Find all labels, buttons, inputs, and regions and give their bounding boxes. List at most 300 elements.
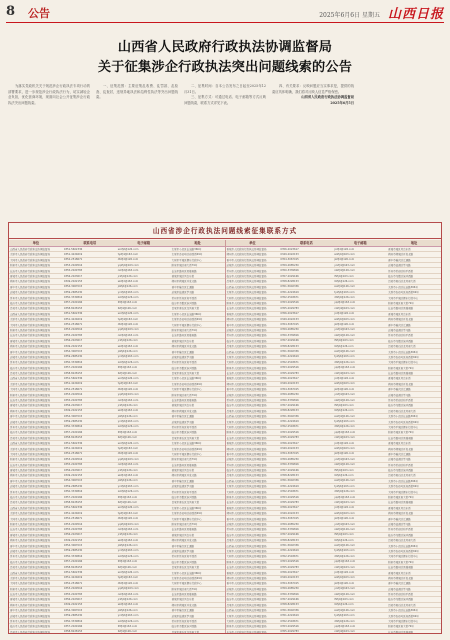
table-cell: jczfjd@126.com (333, 505, 387, 510)
table-cell: tyzfjd@163.com (117, 446, 171, 451)
table-cell: llzfjd@126.com (333, 473, 387, 478)
table-cell: 大同市平城区御东行政中心 (387, 295, 441, 300)
table-cell: 0354-3067015 (279, 257, 333, 262)
table-cell: 吕梁市人民政府行政执法协调监督局 (226, 473, 280, 478)
table-cell: 运城市人民政府行政执法协调监督局 (9, 613, 63, 618)
table-cell: 长治市潞州区英雄南路 (171, 527, 225, 532)
table-cell: 0356-2023617 (279, 570, 333, 575)
table-cell: 0352-2518671 (63, 387, 117, 392)
table-cell: 晋城市人民政府行政执法协调监督局 (9, 338, 63, 343)
table-cell: 长治市潞州区英雄南路 (387, 306, 441, 311)
table-cell: 临汾市人民政府行政执法协调监督局 (9, 624, 63, 629)
table-cell: 0353-2029516 (63, 392, 117, 397)
table-cell: 0354-3067015 (279, 581, 333, 586)
table-cell: 朔州市人民政府行政执法协调监督局 (9, 537, 63, 542)
table-cell: yqzfjd@163.com (333, 300, 387, 305)
table-cell: 临汾市人民政府行政执法协调监督局 (9, 300, 63, 305)
table-cell: 晋城市人民政府行政执法协调监督局 (9, 597, 63, 602)
table-cell: 太原市小店区长治路366号 (387, 608, 441, 613)
table-cell: 运城市盐湖区学苑路 (387, 521, 441, 526)
table-cell: 0350-3339816 (63, 295, 117, 300)
table-cell: 大同市人民政府行政执法协调监督局 (226, 295, 280, 300)
table-cell: 运城市人民政府行政执法协调监督局 (226, 327, 280, 332)
table-cell: 朔州市朔城区开发北路 (171, 408, 225, 413)
table-cell: 朔州市朔城区开发北路 (387, 381, 441, 386)
table-cell: czzfjd@163.com (333, 370, 387, 375)
table-cell: 0349-2022153 (279, 575, 333, 580)
table-cell: 吕梁市人民政府行政执法协调监督局 (226, 343, 280, 348)
table-cell: yqzfjd@163.com (333, 624, 387, 629)
signoff-date: 2025年6月5日 (330, 100, 354, 105)
table-cell: 朔州市朔城区开发北路 (387, 575, 441, 580)
table-cell: llzfjd@126.com (117, 306, 171, 311)
table-cell: 运城市盐湖区学苑路 (387, 327, 441, 332)
table-cell: 大同市人民政府行政执法协调监督局 (226, 554, 280, 559)
table-cell: 大同市人民政府行政执法协调监督局 (9, 516, 63, 521)
table-cell: 0356-2023617 (279, 246, 333, 251)
table-cell: sxzfjd@126.com (117, 440, 171, 445)
table-cell: 0353-2029516 (279, 365, 333, 370)
table-cell: 0358-8228153 (63, 500, 117, 505)
table-cell: 阳泉市城区南大街79号 (387, 624, 441, 629)
page-number: 8 (6, 4, 16, 19)
table-cell: 晋中市人民政府行政执法协调监督局 (9, 284, 63, 289)
table-cell: 忻州市忻府区和平西街 (387, 268, 441, 273)
table-cell: jzzfjd@126.com (117, 608, 171, 613)
table-cell: 朔州市人民政府行政执法协调监督局 (9, 343, 63, 348)
table-cell: llzfjd@126.com (117, 500, 171, 505)
table-cell: 太原市人民政府行政执法协调监督局 (226, 548, 280, 553)
table-cell: llzfjd@126.com (117, 370, 171, 375)
table-cell: 太原市杏花岭区府西街69号 (387, 613, 441, 618)
table-cell: 运城市人民政府行政执法协调监督局 (226, 392, 280, 397)
table-cell: 阳泉市城区南大街79号 (171, 327, 225, 332)
table-cell: 0353-2029516 (63, 327, 117, 332)
table-cell: 阳泉市城区南大街79号 (171, 586, 225, 591)
table-cell: 运城市盐湖区学苑路 (171, 290, 225, 295)
table-cell: 长治市潞州区英雄南路 (171, 397, 225, 402)
table-cell: 0350-3339816 (279, 591, 333, 596)
table-cell: 山西省人民政府行政执法协调监督局 (9, 440, 63, 445)
table-cell: yczfjd@163.com (333, 521, 387, 526)
table-cell: 山西省人民政府行政执法协调监督局 (9, 570, 63, 575)
table-cell: 晋城市人民政府行政执法协调监督局 (226, 505, 280, 510)
table-cell: szzfjd@163.com (333, 511, 387, 516)
table-cell: 0351-5602336 (279, 349, 333, 354)
table-cell: 吕梁市离石区龙凤南大街 (171, 435, 225, 440)
table-cell: 运城市人民政府行政执法协调监督局 (226, 586, 280, 591)
table-cell: 朔州市朔城区开发北路 (387, 252, 441, 257)
table-cell: lfzfjd@163.com (333, 338, 387, 343)
table-cell: 运城市盐湖区学苑路 (171, 484, 225, 489)
table-cell: 朔州市人民政府行政执法协调监督局 (226, 252, 280, 257)
table-cell: 忻州市忻府区和平西街 (171, 360, 225, 365)
table-cell: 0349-2022153 (279, 511, 333, 516)
table-cell: 晋中市人民政府行政执法协调监督局 (9, 414, 63, 419)
table-cell: czzfjd@163.com (333, 500, 387, 505)
table-cell: 阳泉市人民政府行政执法协调监督局 (9, 521, 63, 526)
table-cell: 太原市小店区长治路366号 (387, 414, 441, 419)
table-cell: 临汾市人民政府行政执法协调监督局 (226, 338, 280, 343)
table-cell: dtzfjd@126.com (117, 451, 171, 456)
table-cell: 大同市人民政府行政执法协调监督局 (226, 618, 280, 623)
table-cell: 0351-4224619 (279, 419, 333, 424)
table-cell: tyzfjd@163.com (333, 354, 387, 359)
table-header-cell: 单位 (9, 240, 63, 246)
table-cell: 朔州市人民政府行政执法协调监督局 (226, 446, 280, 451)
table-cell: jczfjd@126.com (117, 532, 171, 537)
table-cell: 吕梁市人民政府行政执法协调监督局 (9, 435, 63, 440)
body-paragraph: 三、征集方式：可通过电话、电子邮箱等方式反映问题线索，联系方式详见下表。 (184, 95, 266, 105)
table-cell: jzzfjd@126.com (333, 322, 387, 327)
table-cell: yqzfjd@163.com (117, 263, 171, 268)
table-cell: xzzfjd@126.com (333, 591, 387, 596)
table-cell: 运城市人民政府行政执法协调监督局 (226, 457, 280, 462)
table-cell: 太原市杏花岭区府西街69号 (171, 575, 225, 580)
table-cell: 0354-3067015 (279, 451, 333, 456)
table-cell: 大同市人民政府行政执法协调监督局 (9, 581, 63, 586)
table-cell: 山西省人民政府行政执法协调监督局 (226, 414, 280, 419)
table-cell: xzzfjd@126.com (117, 295, 171, 300)
table-cell: 晋中市榆次区汇通路 (171, 284, 225, 289)
table-cell: 0352-2518671 (63, 322, 117, 327)
table-cell: 0356-2023617 (279, 311, 333, 316)
table-cell: 晋城市城区凤台东街 (387, 505, 441, 510)
table-cell: jczfjd@126.com (117, 403, 171, 408)
table-cell: czzfjd@163.com (333, 306, 387, 311)
table-cell: 晋城市人民政府行政执法协调监督局 (226, 246, 280, 251)
table-cell: 山西省人民政府行政执法协调监督局 (9, 505, 63, 510)
table-cell: 0349-2022153 (279, 316, 333, 321)
table-cell: 0351-4224619 (279, 613, 333, 618)
masthead (6, 4, 444, 24)
table-cell: 0352-2518671 (63, 581, 117, 586)
table-cell: 0353-2029516 (279, 300, 333, 305)
table-cell: jczfjd@126.com (117, 597, 171, 602)
table-cell: 0349-2022153 (279, 446, 333, 451)
table-cell: dtzfjd@126.com (117, 257, 171, 262)
table-cell: tyzfjd@163.com (333, 484, 387, 489)
table-cell: 临汾市人民政府行政执法协调监督局 (9, 559, 63, 564)
table-cell: szzfjd@163.com (117, 602, 171, 607)
publication-date: 2025年6月6日 星期五 (319, 12, 380, 19)
table-cell: 运城市盐湖区学苑路 (171, 354, 225, 359)
table-cell: 0359-2685230 (279, 392, 333, 397)
table-cell: 临汾市人民政府行政执法协调监督局 (226, 467, 280, 472)
table-cell: 忻州市忻府区和平西街 (171, 424, 225, 429)
table-cell: 吕梁市人民政府行政执法协调监督局 (9, 564, 63, 569)
table-cell: 0351-5602336 (63, 246, 117, 251)
table-cell: 0356-2023617 (63, 403, 117, 408)
table-cell: 晋城市城区凤台东街 (171, 532, 225, 537)
table-cell: 0352-2518671 (279, 618, 333, 623)
table-cell: 长治市潞州区英雄南路 (171, 591, 225, 596)
table-cell: 0349-2022153 (63, 537, 117, 542)
table-cell: 山西省人民政府行政执法协调监督局 (226, 349, 280, 354)
table-cell: 朔州市人民政府行政执法协调监督局 (9, 473, 63, 478)
table-cell: 阳泉市人民政府行政执法协调监督局 (9, 457, 63, 462)
table-cell: 临汾市人民政府行政执法协调监督局 (226, 597, 280, 602)
table-cell: szzfjd@163.com (333, 252, 387, 257)
table-cell: 0359-2685230 (279, 521, 333, 526)
table-cell: 0355-2029783 (279, 564, 333, 569)
table-cell: 0351-4224619 (63, 446, 117, 451)
table-cell: yczfjd@163.com (117, 290, 171, 295)
table-cell: 忻州市人民政府行政执法协调监督局 (226, 333, 280, 338)
table-cell: 阳泉市人民政府行政执法协调监督局 (226, 624, 280, 629)
table-cell: 0352-2518671 (279, 489, 333, 494)
table-cell: 朔州市朔城区开发北路 (387, 511, 441, 516)
table-cell: 0352-2518671 (63, 516, 117, 521)
table-header-cell: 联系电话 (279, 240, 333, 246)
table-cell: 朔州市朔城区开发北路 (387, 316, 441, 321)
table-cell: 忻州市忻府区和平西街 (171, 554, 225, 559)
table-cell: 0352-2518671 (279, 360, 333, 365)
table-cell: 晋城市人民政府行政执法协调监督局 (226, 440, 280, 445)
contact-table-grid (9, 240, 225, 634)
table-cell: 0351-5602336 (279, 608, 333, 613)
table-cell: 忻州市人民政府行政执法协调监督局 (9, 618, 63, 623)
signoff-org: 山西省人民政府行政执法协调监督局 (301, 95, 354, 100)
title-line-2: 关于征集涉企行政执法突出问题线索的公告 (97, 60, 353, 75)
table-cell: xzzfjd@126.com (333, 527, 387, 532)
table-cell: 晋城市城区凤台东街 (387, 440, 441, 445)
table-cell: lfzfjd@163.com (333, 273, 387, 278)
table-cell: 0355-2029783 (63, 591, 117, 596)
table-cell: 太原市人民政府行政执法协调监督局 (226, 613, 280, 618)
table-cell: 吕梁市离石区龙凤南大街 (387, 408, 441, 413)
table-cell: jczfjd@126.com (117, 273, 171, 278)
table-cell: 0356-2023617 (279, 440, 333, 445)
table-cell: 0350-3339816 (63, 618, 117, 623)
table-cell: 运城市人民政府行政执法协调监督局 (226, 521, 280, 526)
table-cell: 太原市人民政府行政执法协调监督局 (9, 252, 63, 257)
table-cell: 晋中市榆次区汇通路 (171, 543, 225, 548)
table-cell: 0351-4224619 (63, 252, 117, 257)
table-cell: 运城市盐湖区学苑路 (387, 392, 441, 397)
table-cell: szzfjd@163.com (333, 575, 387, 580)
table-cell: 运城市人民政府行政执法协调监督局 (9, 484, 63, 489)
table-cell: 大同市人民政府行政执法协调监督局 (9, 257, 63, 262)
table-cell: dtzfjd@126.com (117, 387, 171, 392)
table-cell: 太原市小店区长治路366号 (171, 311, 225, 316)
table-cell: yczfjd@163.com (117, 613, 171, 618)
table-cell: 0358-8228153 (279, 473, 333, 478)
table-cell: sxzfjd@126.com (117, 376, 171, 381)
table-cell: 晋城市城区凤台东街 (387, 570, 441, 575)
table-cell: yqzfjd@163.com (333, 365, 387, 370)
table-cell: 晋中市人民政府行政执法协调监督局 (226, 257, 280, 262)
table-cell: jzzfjd@126.com (117, 284, 171, 289)
table-cell: dtzfjd@126.com (333, 554, 387, 559)
table-header-cell: 单位 (226, 240, 280, 246)
table-cell: 0358-8228153 (63, 564, 117, 569)
table-cell: 晋中市榆次区汇通路 (387, 257, 441, 262)
table-cell: 阳泉市人民政府行政执法协调监督局 (9, 263, 63, 268)
table-cell: lfzfjd@163.com (333, 532, 387, 537)
table-cell: 太原市杏花岭区府西街69号 (387, 290, 441, 295)
table-cell: czzfjd@163.com (333, 564, 387, 569)
table-cell: czzfjd@163.com (117, 397, 171, 402)
table-cell: 长治市人民政府行政执法协调监督局 (226, 564, 280, 569)
table-cell: 0356-2023617 (63, 467, 117, 472)
table-cell: 太原市杏花岭区府西街69号 (387, 484, 441, 489)
table-cell: yczfjd@163.com (333, 457, 387, 462)
table-cell: 山西省人民政府行政执法协调监督局 (226, 543, 280, 548)
table-header-cell: 电子邮箱 (333, 240, 387, 246)
table-cell: 0353-2029516 (63, 263, 117, 268)
table-cell: czzfjd@163.com (333, 435, 387, 440)
table-cell: 长治市人民政府行政执法协调监督局 (9, 527, 63, 532)
table-cell: 0359-2685230 (63, 484, 117, 489)
table-cell: 0357-2029166 (63, 559, 117, 564)
table-cell: 0351-5602336 (279, 543, 333, 548)
header-rule (6, 22, 444, 23)
table-cell: jczfjd@126.com (333, 376, 387, 381)
table-cell: 0349-2022153 (63, 343, 117, 348)
table-cell: 太原市小店区长治路366号 (171, 505, 225, 510)
table-cell: 阳泉市人民政府行政执法协调监督局 (226, 300, 280, 305)
table-cell: 0353-2029516 (279, 624, 333, 629)
table-cell: 阳泉市人民政府行政执法协调监督局 (226, 430, 280, 435)
table-cell: 晋城市城区凤台东街 (171, 467, 225, 472)
table-cell: 运城市人民政府行政执法协调监督局 (9, 419, 63, 424)
table-cell: 大同市人民政府行政执法协调监督局 (9, 451, 63, 456)
table-cell: 0352-2518671 (63, 257, 117, 262)
table-cell: 0358-8228153 (63, 629, 117, 634)
table-cell: 0350-3339816 (279, 462, 333, 467)
table-cell: 阳泉市人民政府行政执法协调监督局 (226, 494, 280, 499)
table-cell: 0355-2029783 (279, 435, 333, 440)
table-cell: 山西省人民政府行政执法协调监督局 (9, 311, 63, 316)
table-cell: yczfjd@163.com (333, 327, 387, 332)
table-cell: 0357-2029166 (63, 365, 117, 370)
table-cell: yczfjd@163.com (117, 419, 171, 424)
table-cell: 忻州市人民政府行政执法协调监督局 (226, 462, 280, 467)
table-cell: 0350-3339816 (279, 397, 333, 402)
table-cell: 0355-2029783 (63, 527, 117, 532)
announcement-title (0, 38, 450, 78)
table-cell: 阳泉市城区南大街79号 (387, 300, 441, 305)
table-cell: xzzfjd@126.com (117, 424, 171, 429)
table-cell: 0356-2023617 (279, 376, 333, 381)
table-cell: 朔州市朔城区开发北路 (171, 473, 225, 478)
table-cell: yczfjd@163.com (117, 548, 171, 553)
table-cell: 0351-5602336 (63, 376, 117, 381)
table-cell: 0358-8228153 (279, 408, 333, 413)
table-cell: 0358-8228153 (279, 343, 333, 348)
table-cell: sxzfjd@126.com (117, 311, 171, 316)
table-cell: 太原市小店区长治路366号 (171, 440, 225, 445)
table-cell: 阳泉市城区南大街79号 (171, 392, 225, 397)
table-panel (9, 240, 226, 633)
table-cell: dtzfjd@126.com (333, 295, 387, 300)
table-cell: 临汾市人民政府行政执法协调监督局 (226, 403, 280, 408)
table-cell: 0354-3067015 (63, 414, 117, 419)
table-cell: jczfjd@126.com (117, 338, 171, 343)
body-paragraph: 四、有关要求：反映问题应当实事求是，提供的线索应具体明确，我们将对反映人信息严格保密。 (272, 84, 354, 94)
table-cell: 0350-3339816 (63, 360, 117, 365)
table-cell: 太原市人民政府行政执法协调监督局 (226, 290, 280, 295)
table-cell: 晋中市人民政府行政执法协调监督局 (226, 581, 280, 586)
table-cell: 0357-2029166 (63, 430, 117, 435)
table-cell: xzzfjd@126.com (333, 397, 387, 402)
table-cell: 吕梁市人民政府行政执法协调监督局 (9, 500, 63, 505)
table-cell: yqzfjd@163.com (117, 327, 171, 332)
table-cell: jzzfjd@126.com (333, 581, 387, 586)
table-cell: 0359-2685230 (63, 290, 117, 295)
table-cell: 吕梁市离石区龙凤南大街 (387, 279, 441, 284)
table-cell: 长治市人民政府行政执法协调监督局 (9, 397, 63, 402)
table-cell: 0356-2023617 (279, 505, 333, 510)
table-cell: 忻州市人民政府行政执法协调监督局 (9, 489, 63, 494)
table-cell: 太原市人民政府行政执法协调监督局 (226, 419, 280, 424)
table-cell: llzfjd@126.com (333, 408, 387, 413)
table-cell: llzfjd@126.com (117, 564, 171, 569)
table-cell: 0359-2685230 (63, 354, 117, 359)
table-cell: 太原市杏花岭区府西街69号 (387, 354, 441, 359)
table-cell: dtzfjd@126.com (117, 516, 171, 521)
table-cell: 吕梁市人民政府行政执法协调监督局 (226, 279, 280, 284)
table-cell: 吕梁市人民政府行政执法协调监督局 (226, 537, 280, 542)
table-cell: 0355-2029783 (63, 333, 117, 338)
table-cell: szzfjd@163.com (117, 537, 171, 542)
table-cell: 太原市小店区长治路366号 (387, 284, 441, 289)
table-cell: 晋城市城区凤台东街 (171, 403, 225, 408)
table-cell: llzfjd@126.com (333, 537, 387, 542)
contact-table (8, 222, 442, 634)
table-cell: 0359-2685230 (279, 263, 333, 268)
table-cell: 0353-2029516 (279, 494, 333, 499)
table-cell: 晋中市榆次区汇通路 (387, 387, 441, 392)
table-header-cell: 地址 (171, 240, 225, 246)
table-cell: 吕梁市人民政府行政执法协调监督局 (226, 408, 280, 413)
table-cell: 0354-3067015 (63, 478, 117, 483)
table-cell: 临汾市尧都区滨河西路 (387, 532, 441, 537)
table-cell: 0359-2685230 (63, 613, 117, 618)
table-cell: yczfjd@163.com (117, 354, 171, 359)
table-cell: 晋城市人民政府行政执法协调监督局 (226, 376, 280, 381)
table-cell: 临汾市尧都区滨河西路 (387, 597, 441, 602)
table-cell: 0358-8228153 (63, 370, 117, 375)
table-cell: yqzfjd@163.com (333, 559, 387, 564)
table-cell: 0350-3339816 (63, 554, 117, 559)
table-cell: lfzfjd@163.com (117, 300, 171, 305)
table-cell: 大同市平城区御东行政中心 (387, 489, 441, 494)
table-cell: 临汾市人民政府行政执法协调监督局 (226, 532, 280, 537)
table-cell: 阳泉市城区南大街79号 (171, 263, 225, 268)
table-cell: llzfjd@126.com (333, 343, 387, 348)
table-cell: 晋中市榆次区汇通路 (171, 608, 225, 613)
table-cell: 大同市人民政府行政执法协调监督局 (9, 387, 63, 392)
table-cell: 山西省人民政府行政执法协调监督局 (226, 284, 280, 289)
table-cell: 大同市平城区御东行政中心 (387, 424, 441, 429)
table-cell: 0353-2029516 (63, 457, 117, 462)
table-cell: 运城市人民政府行政执法协调监督局 (9, 290, 63, 295)
table-cell: 太原市杏花岭区府西街69号 (171, 381, 225, 386)
table-cell: 0354-3067015 (279, 516, 333, 521)
table-cell: czzfjd@163.com (117, 591, 171, 596)
table-cell: 晋城市城区凤台东街 (387, 246, 441, 251)
table-cell: 山西省人民政府行政执法协调监督局 (226, 608, 280, 613)
table-cell: 0358-8228153 (279, 602, 333, 607)
table-cell: 0350-3339816 (279, 268, 333, 273)
table-cell: 临汾市尧都区滨河西路 (171, 624, 225, 629)
table-cell: 忻州市人民政府行政执法协调监督局 (226, 268, 280, 273)
table-header-cell: 地址 (387, 240, 441, 246)
table-cell: 临汾市尧都区滨河西路 (387, 467, 441, 472)
table-cell: 临汾市人民政府行政执法协调监督局 (226, 273, 280, 278)
